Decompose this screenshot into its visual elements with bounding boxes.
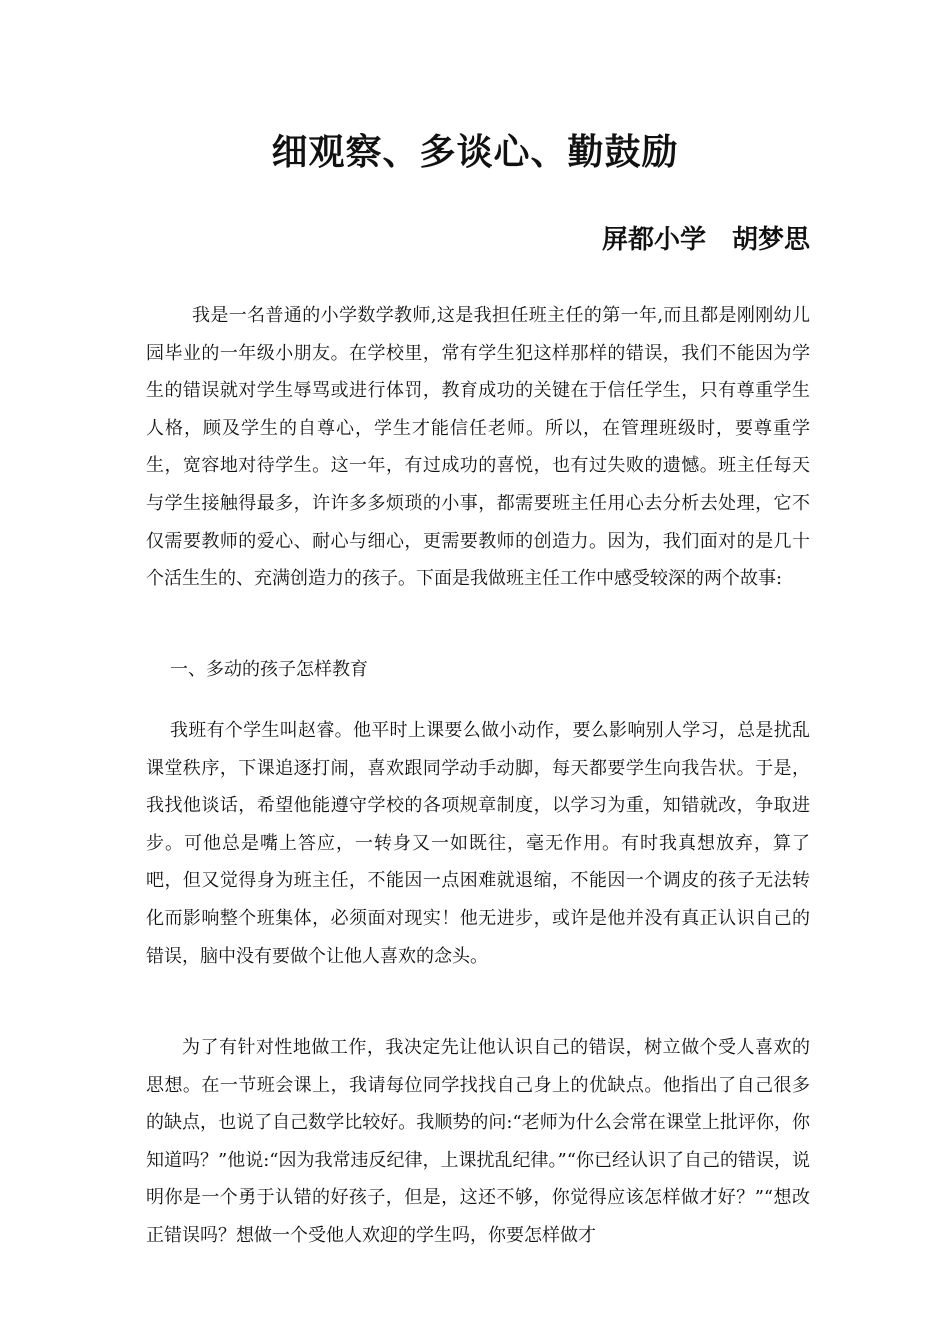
paragraph-intro: 我是一名普通的小学数学教师,这是我担任班主任的第一年,而且都是刚刚幼儿园毕业的一年级小朋友。在学校里，常有学生犯这样那样的错误，我们不能因为学生的错误就对学生辱骂或进行体罚，教育成功的关键在于信任学生，只有尊重学生人格，顾及学生的自尊心，学生才能信任老师。所以，在管理班级时，要尊重学生，宽容地对待学生。这一年，有过成功的喜悦，也有过失败的遗憾。班主任每天与学生接触得最多，许许多多烦琐的小事，都需要班主任用心去分析去处理，它不仅需要教师的爱心、耐心与细心，更需要教师的创造力。因为，我们面对的是几十个活生生的、充满创造力的孩子。下面是我做班主任工作中感受较深的两个故事: bbox=[146, 305, 810, 590]
paragraph-story-2: 为了有针对性地做工作，我决定先让他认识自己的错误，树立做个受人喜欢的思想。在一节班会课上，我请每位同学找找自己身上的优缺点。他指出了自己很多的缺点，也说了自己数学比较好。我顺势的问:“老师为什么会常在课堂上批评你，你知道吗？”他说:“因为我常违反纪律，上课扰乱纪律。”“你已经认识了自己的错误，说明你是一个勇于认错的好孩子，但是，这还不够，你觉得应该怎样做才好？”“想改正错误吗？想做一个受他人欢迎的学生吗，你要怎样做才 bbox=[146, 1037, 810, 1246]
document-author: 屏都小学 胡梦思 bbox=[601, 225, 810, 255]
paragraph-story-1: 我班有个学生叫赵睿。他平时上课要么做小动作，要么影响别人学习，总是扰乱课堂秩序，下课追逐打闹，喜欢跟同学动手动脚，每天都要学生向我告状。于是，我找他谈话，希望他能遵守学校的各项规章制度，以学习为重，知错就改，争取进步。可他总是嘴上答应，一转身又一如既往，毫无作用。有时我真想放弃，算了吧，但又觉得身为班主任，不能因一点困难就退缩，不能因一个调皮的孩子无法转化而影响整个班集体，必须面对现实！他无进步，或许是他并没有真正认识自己的错误，脑中没有要做个让他人喜欢的念头。 bbox=[146, 720, 810, 967]
section-heading: 一、多动的孩子怎样教育 bbox=[170, 659, 368, 680]
document-title: 细观察、多谈心、勤鼓励 bbox=[271, 131, 679, 173]
